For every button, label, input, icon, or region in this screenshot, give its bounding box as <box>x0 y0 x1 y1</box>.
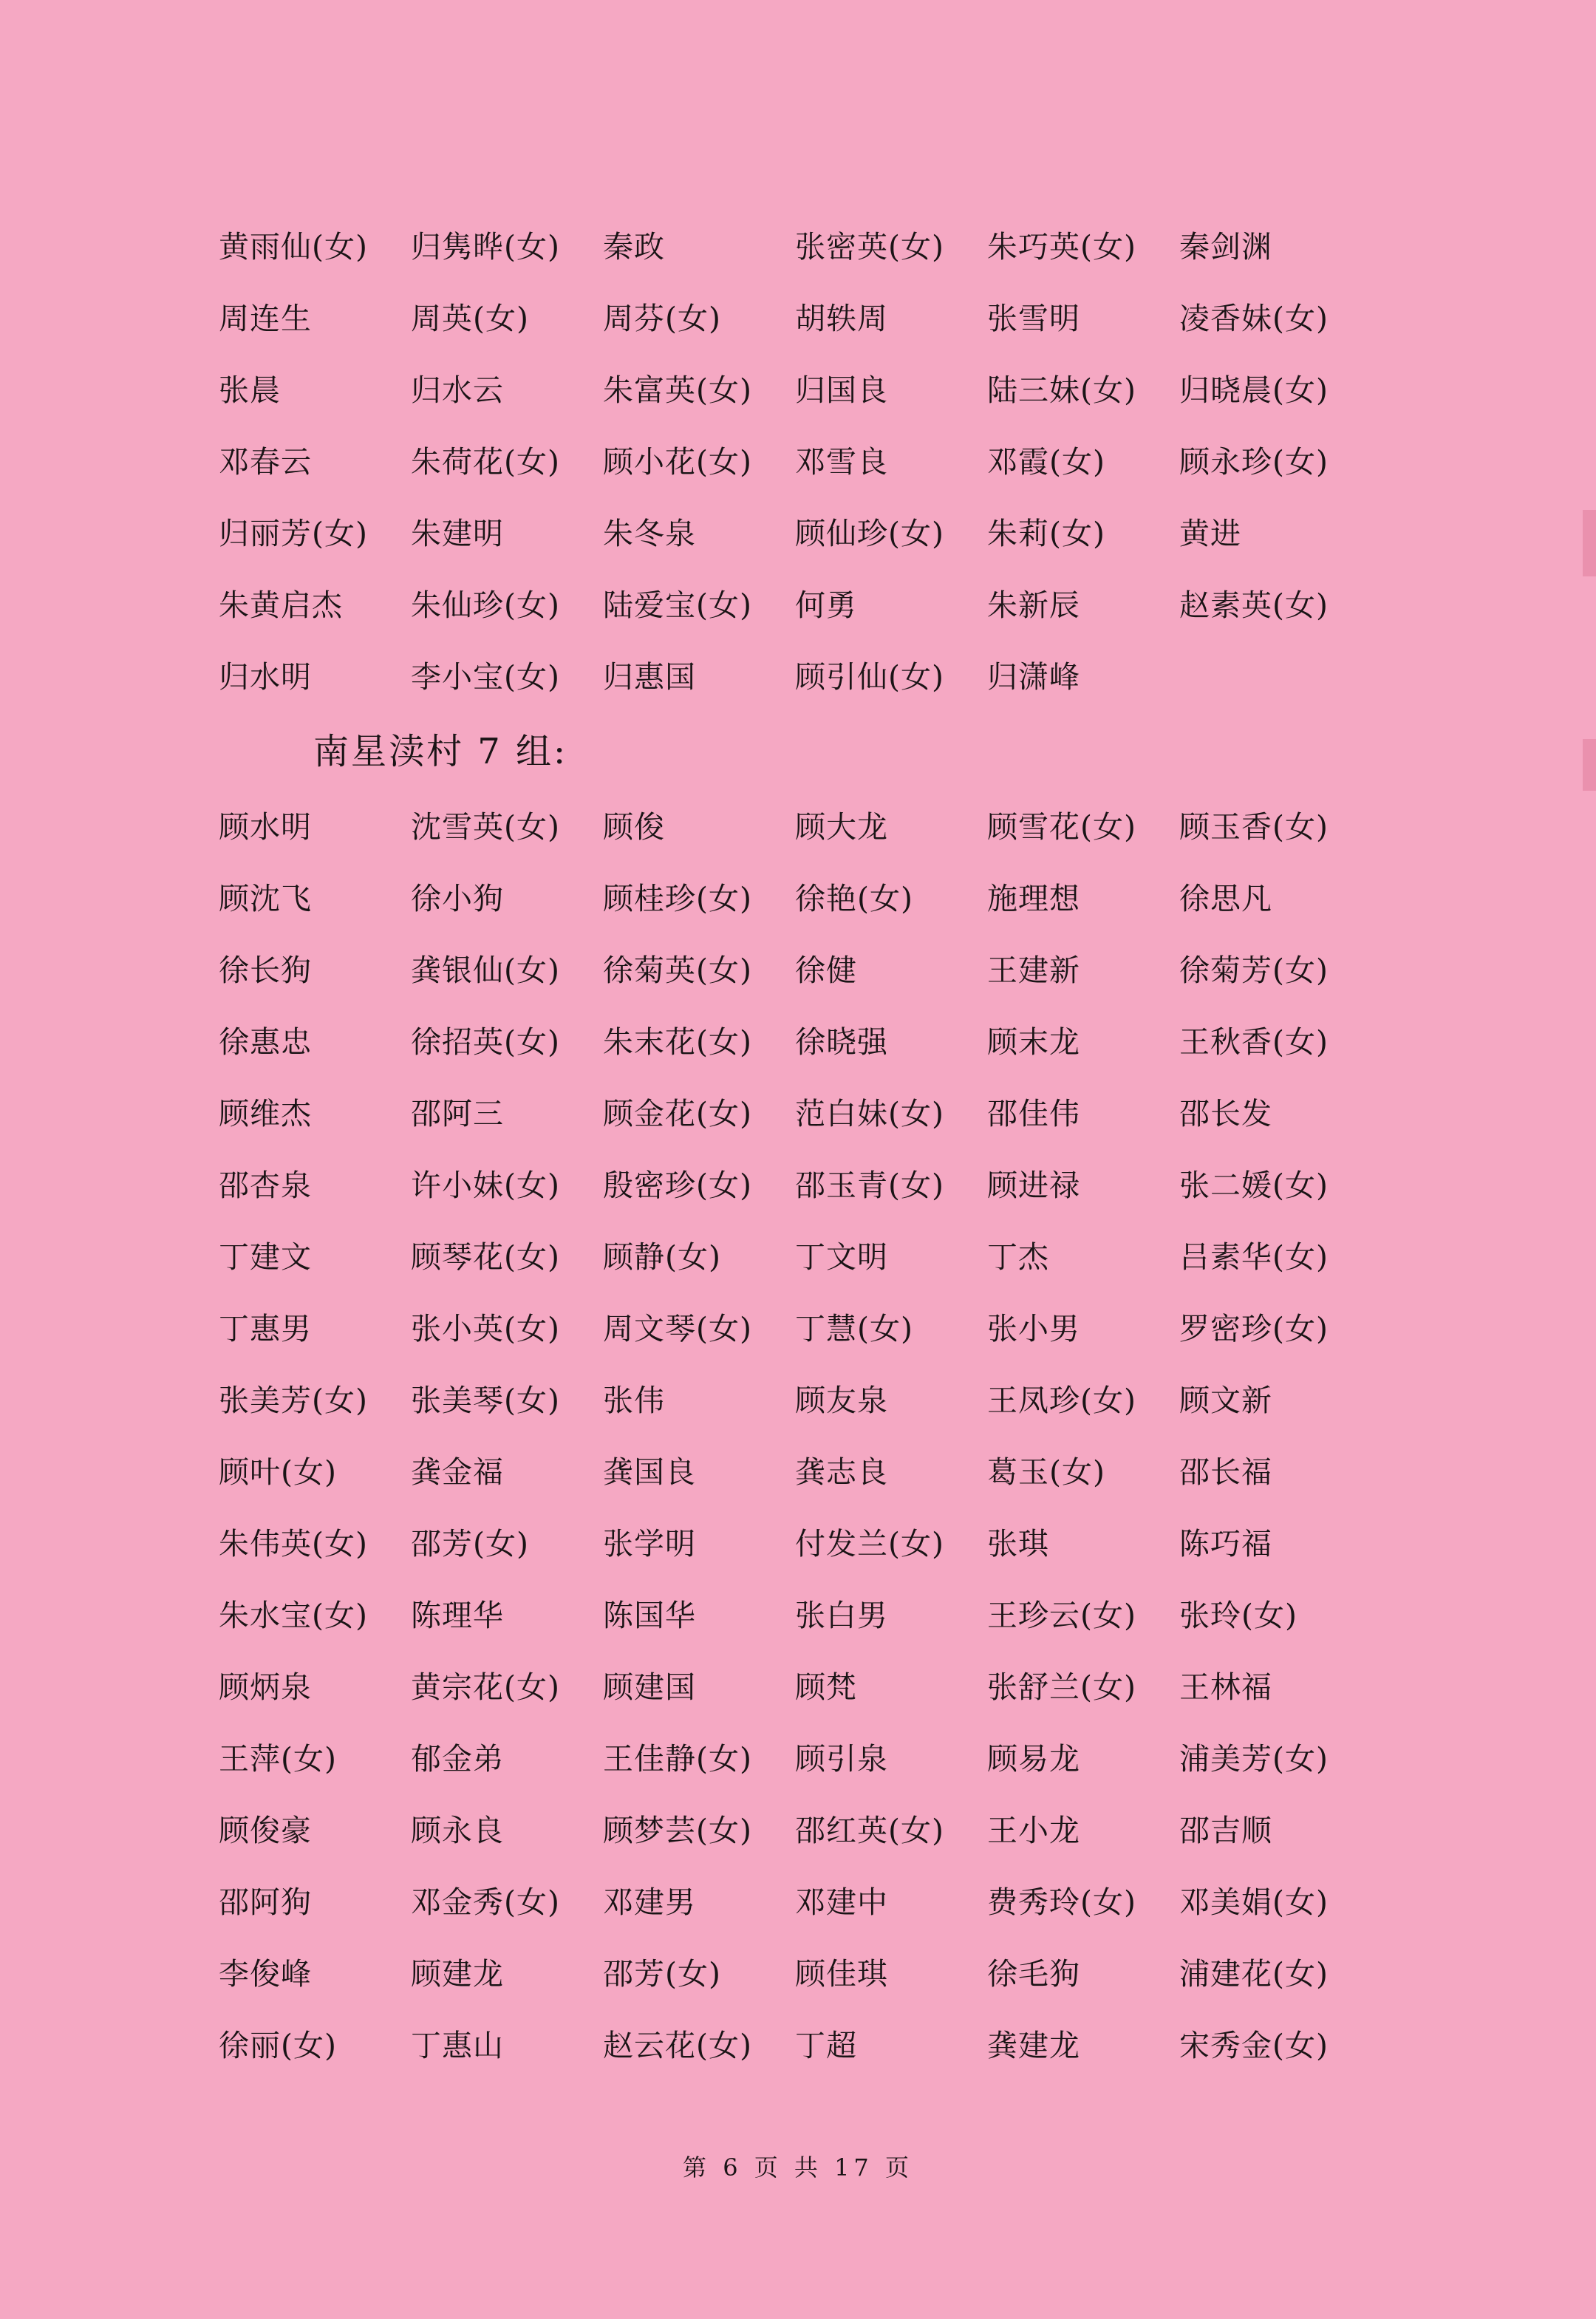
person-name: 李小宝(女) <box>411 659 560 695</box>
person-name: 黄宗花(女) <box>411 1669 560 1705</box>
page-footer: 第 6 页 共 17 页 <box>683 2153 913 2182</box>
person-name: 徐晓强 <box>795 1024 888 1060</box>
person-name: 朱黄启杰 <box>219 588 343 623</box>
person-name: 秦政 <box>603 229 665 265</box>
person-name: 沈雪英(女) <box>411 809 560 845</box>
edge-stamp-mark <box>1583 739 1596 791</box>
person-name: 徐艳(女) <box>795 881 913 916</box>
person-name: 张美芳(女) <box>219 1383 368 1418</box>
name-row <box>219 1147 1371 1219</box>
person-name: 邵杏泉 <box>219 1168 312 1203</box>
person-name: 顾沈飞 <box>219 881 312 916</box>
person-name: 顾梦芸(女) <box>603 1813 752 1848</box>
person-name: 丁文明 <box>795 1239 888 1275</box>
person-name: 邵玉青(女) <box>795 1168 944 1203</box>
name-row <box>219 495 1371 567</box>
name-row <box>219 2007 1371 2079</box>
person-name: 顾引泉 <box>795 1741 888 1777</box>
person-name: 陈巧福 <box>1179 1526 1272 1562</box>
person-name: 顾末龙 <box>987 1024 1080 1060</box>
person-name: 邵吉顺 <box>1179 1813 1272 1848</box>
person-name: 朱仙珍(女) <box>411 588 560 623</box>
name-row <box>219 1792 1371 1864</box>
person-name: 胡轶周 <box>795 301 888 336</box>
person-name: 浦美芳(女) <box>1179 1741 1329 1777</box>
person-name: 归惠国 <box>603 659 696 695</box>
person-name: 顾水明 <box>219 809 312 845</box>
person-name: 顾永珍(女) <box>1179 444 1329 480</box>
person-name: 李俊峰 <box>219 1956 312 1992</box>
person-name: 赵云花(女) <box>603 2028 752 2063</box>
person-name: 丁建文 <box>219 1239 312 1275</box>
person-name: 朱末花(女) <box>603 1024 752 1060</box>
person-name: 周芬(女) <box>603 301 721 336</box>
name-row <box>219 567 1371 639</box>
person-name: 范白妹(女) <box>795 1096 944 1131</box>
person-name: 邓春云 <box>219 444 312 480</box>
person-name: 凌香妹(女) <box>1179 301 1329 336</box>
person-name: 张伟 <box>603 1383 665 1418</box>
person-name: 周文琴(女) <box>603 1311 752 1346</box>
person-name: 邵红英(女) <box>795 1813 944 1848</box>
person-name: 徐思凡 <box>1179 881 1272 916</box>
person-name: 徐丽(女) <box>219 2028 337 2063</box>
person-name: 朱巧英(女) <box>987 229 1136 265</box>
person-name: 陈理华 <box>411 1598 504 1633</box>
person-name: 张小男 <box>987 1311 1080 1346</box>
person-name: 龚志良 <box>795 1454 888 1490</box>
person-name: 归潇峰 <box>987 659 1080 695</box>
name-row <box>219 1219 1371 1290</box>
person-name: 丁惠山 <box>411 2028 504 2063</box>
person-name: 王佳静(女) <box>603 1741 752 1777</box>
person-name: 顾文新 <box>1179 1383 1272 1418</box>
person-name: 邵阿狗 <box>219 1884 312 1920</box>
section-title: 南星渎村 7 组: <box>313 731 568 772</box>
person-name: 顾小花(女) <box>603 444 752 480</box>
person-name: 归晓晨(女) <box>1179 372 1329 408</box>
person-name: 徐小狗 <box>411 881 504 916</box>
person-name: 徐惠忠 <box>219 1024 312 1060</box>
person-name: 顾桂珍(女) <box>603 881 752 916</box>
person-name: 徐健 <box>795 953 857 988</box>
person-name: 丁惠男 <box>219 1311 312 1346</box>
name-row <box>219 1290 1371 1362</box>
person-name: 朱新辰 <box>987 588 1080 623</box>
person-name: 宋秀金(女) <box>1179 2028 1329 2063</box>
person-name: 顾叶(女) <box>219 1454 337 1490</box>
person-name: 顾俊豪 <box>219 1813 312 1848</box>
person-name: 顾进禄 <box>987 1168 1080 1203</box>
person-name: 丁慧(女) <box>795 1311 913 1346</box>
person-name: 黄雨仙(女) <box>219 229 368 265</box>
person-name: 朱冬泉 <box>603 516 696 551</box>
person-name: 邵长发 <box>1179 1096 1272 1131</box>
person-name: 浦建花(女) <box>1179 1956 1329 1992</box>
person-name: 邓霞(女) <box>987 444 1105 480</box>
person-name: 龚建龙 <box>987 2028 1080 2063</box>
person-name: 顾金花(女) <box>603 1096 752 1131</box>
person-name: 顾易龙 <box>987 1741 1080 1777</box>
person-name: 邓金秀(女) <box>411 1884 560 1920</box>
name-list-group-7 <box>219 789 1371 2079</box>
name-row <box>219 1004 1371 1075</box>
person-name: 顾琴花(女) <box>411 1239 560 1275</box>
person-name: 龚金福 <box>411 1454 504 1490</box>
person-name: 丁杰 <box>987 1239 1049 1275</box>
person-name: 张雪明 <box>987 301 1080 336</box>
person-name: 顾大龙 <box>795 809 888 845</box>
person-name: 龚银仙(女) <box>411 953 560 988</box>
name-row <box>219 1649 1371 1720</box>
person-name: 顾建国 <box>603 1669 696 1705</box>
person-name: 朱水宝(女) <box>219 1598 368 1633</box>
person-name: 邵佳伟 <box>987 1096 1080 1131</box>
person-name: 殷密珍(女) <box>603 1168 752 1203</box>
person-name: 顾雪花(女) <box>987 809 1136 845</box>
person-name: 邵芳(女) <box>411 1526 529 1562</box>
person-name: 邓美娟(女) <box>1179 1884 1329 1920</box>
person-name: 顾友泉 <box>795 1383 888 1418</box>
name-row <box>219 789 1371 860</box>
name-row <box>219 423 1371 495</box>
person-name: 何勇 <box>795 588 857 623</box>
person-name: 顾玉香(女) <box>1179 809 1329 845</box>
person-name: 邵阿三 <box>411 1096 504 1131</box>
person-name: 费秀玲(女) <box>987 1884 1136 1920</box>
person-name: 陈国华 <box>603 1598 696 1633</box>
person-name: 王秋香(女) <box>1179 1024 1329 1060</box>
person-name: 陆爱宝(女) <box>603 588 752 623</box>
person-name: 朱建明 <box>411 516 504 551</box>
person-name: 王林福 <box>1179 1669 1272 1705</box>
person-name: 邓建中 <box>795 1884 888 1920</box>
person-name: 顾俊 <box>603 809 665 845</box>
name-row <box>219 1362 1371 1434</box>
person-name: 邵长福 <box>1179 1454 1272 1490</box>
person-name: 陆三妹(女) <box>987 372 1136 408</box>
person-name: 顾佳琪 <box>795 1956 888 1992</box>
person-name: 朱富英(女) <box>603 372 752 408</box>
name-row <box>219 1720 1371 1792</box>
person-name: 王萍(女) <box>219 1741 337 1777</box>
name-row <box>219 352 1371 423</box>
person-name: 王建新 <box>987 953 1080 988</box>
name-row <box>219 1935 1371 2007</box>
person-name: 吕素华(女) <box>1179 1239 1329 1275</box>
person-name: 张晨 <box>219 372 281 408</box>
person-name: 施理想 <box>987 881 1080 916</box>
person-name: 王凤珍(女) <box>987 1383 1136 1418</box>
person-name: 归国良 <box>795 372 888 408</box>
name-row <box>219 1075 1371 1147</box>
name-row <box>219 1434 1371 1505</box>
name-row <box>219 208 1371 280</box>
name-row <box>219 1864 1371 1935</box>
person-name: 许小妹(女) <box>411 1168 560 1203</box>
person-name: 归水明 <box>219 659 312 695</box>
person-name: 丁超 <box>795 2028 857 2063</box>
person-name: 朱伟英(女) <box>219 1526 368 1562</box>
person-name: 张白男 <box>795 1598 888 1633</box>
person-name: 归隽晔(女) <box>411 229 560 265</box>
person-name: 郁金弟 <box>411 1741 504 1777</box>
person-name: 朱荷花(女) <box>411 444 560 480</box>
name-row <box>219 932 1371 1004</box>
person-name: 邓建男 <box>603 1884 696 1920</box>
person-name: 顾仙珍(女) <box>795 516 944 551</box>
person-name: 张琪 <box>987 1526 1049 1562</box>
person-name: 邓雪良 <box>795 444 888 480</box>
name-row <box>219 1505 1371 1577</box>
name-row <box>219 1577 1371 1649</box>
person-name: 秦剑渊 <box>1179 229 1272 265</box>
person-name: 徐长狗 <box>219 953 312 988</box>
person-name: 张学明 <box>603 1526 696 1562</box>
name-list-top <box>219 208 1371 710</box>
person-name: 张玲(女) <box>1179 1598 1297 1633</box>
person-name: 顾维杰 <box>219 1096 312 1131</box>
person-name: 张美琴(女) <box>411 1383 560 1418</box>
person-name: 张二媛(女) <box>1179 1168 1329 1203</box>
person-name: 张舒兰(女) <box>987 1669 1136 1705</box>
person-name: 黄进 <box>1179 516 1241 551</box>
person-name: 归丽芳(女) <box>219 516 368 551</box>
person-name: 罗密珍(女) <box>1179 1311 1329 1346</box>
person-name: 顾炳泉 <box>219 1669 312 1705</box>
person-name: 徐招英(女) <box>411 1024 560 1060</box>
person-name: 葛玉(女) <box>987 1454 1105 1490</box>
person-name: 归水云 <box>411 372 504 408</box>
name-row <box>219 860 1371 932</box>
person-name: 顾静(女) <box>603 1239 721 1275</box>
person-name: 顾永良 <box>411 1813 504 1848</box>
person-name: 张密英(女) <box>795 229 944 265</box>
person-name: 徐菊芳(女) <box>1179 953 1329 988</box>
person-name: 顾梵 <box>795 1669 857 1705</box>
person-name: 邵芳(女) <box>603 1956 721 1992</box>
person-name: 王小龙 <box>987 1813 1080 1848</box>
name-row <box>219 639 1371 710</box>
person-name: 王珍云(女) <box>987 1598 1136 1633</box>
person-name: 周英(女) <box>411 301 529 336</box>
person-name: 朱莉(女) <box>987 516 1105 551</box>
person-name: 龚国良 <box>603 1454 696 1490</box>
person-name: 赵素英(女) <box>1179 588 1329 623</box>
person-name: 周连生 <box>219 301 312 336</box>
person-name: 徐菊英(女) <box>603 953 752 988</box>
person-name: 顾建龙 <box>411 1956 504 1992</box>
person-name: 付发兰(女) <box>795 1526 944 1562</box>
person-name: 张小英(女) <box>411 1311 560 1346</box>
person-name: 顾引仙(女) <box>795 659 944 695</box>
person-name: 徐毛狗 <box>987 1956 1080 1992</box>
name-row <box>219 280 1371 352</box>
edge-stamp-mark <box>1583 510 1596 576</box>
